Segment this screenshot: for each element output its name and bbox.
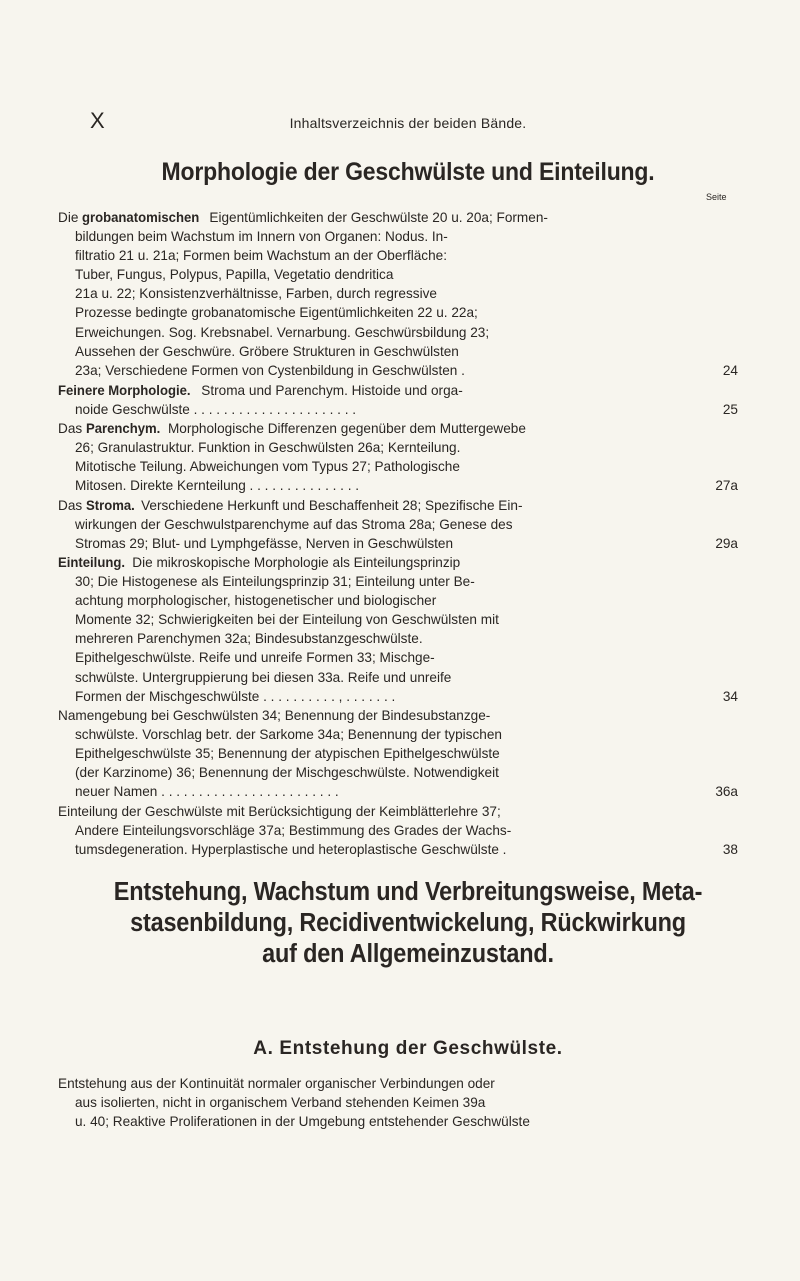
- toc-line: Andere Einteilungsvorschläge 37a; Bestimmung des Grades der Wachs-: [75, 823, 512, 839]
- toc-line: Einteilung der Geschwülste mit Berücksichtigung der Keimblätterlehre 37;: [58, 804, 501, 819]
- entry-keyword: Parenchym.: [85, 421, 161, 436]
- toc-line: mehreren Parenchymen 32a; Bindesubstanzgeschwülste.: [75, 631, 423, 647]
- toc-page-number: 25: [722, 402, 738, 418]
- toc-entry-einteilung-keimblaetter: [58, 802, 738, 859]
- running-head: [90, 108, 726, 134]
- toc-entry-stroma: [58, 496, 738, 553]
- toc-line-text: Formen der Mischgeschwülste . . . . . . . . . . , . . . . . . .: [75, 688, 396, 704]
- page-number-roman: X: [90, 108, 105, 133]
- toc-page-number: 34: [722, 688, 738, 704]
- toc-line-last: 23a; Verschiedene Formen von Cystenbildung in Geschwülsten . 24: [58, 361, 738, 380]
- toc-line: Das Stroma. Verschiedene Herkunft und Beschaffenheit 28; Spezifische Ein-: [58, 496, 738, 515]
- toc-line: 26; Granulastruktur. Funktion in Geschwülsten 26a; Kernteilung.: [75, 440, 461, 456]
- toc-line: aus isolierten, nicht in organischem Verband stehenden Keimen 39a: [75, 1095, 486, 1111]
- toc-line: Das Parenchym. Morphologische Differenzen gegenüber dem Muttergewebe: [58, 419, 738, 438]
- toc-line-text: 23a; Verschiedene Formen von Cystenbildung in Geschwülsten: [75, 362, 458, 378]
- toc-entry-namengebung: [58, 706, 738, 801]
- toc-line-text: noide Geschwülste . . . . . . . . . . . . . . . . . . . . . .: [75, 402, 357, 418]
- toc-page-number: 36a: [715, 784, 738, 800]
- toc-line-last: [58, 534, 738, 553]
- toc-line-last: [58, 782, 738, 801]
- toc-line-text: neuer Namen . . . . . . . . . . . . . . . . . . . . . . . .: [75, 784, 339, 800]
- toc-line: Mitotische Teilung. Abweichungen vom Typus 27; Pathologische: [75, 459, 460, 475]
- toc-page-number: 38: [722, 842, 738, 858]
- heading-line: stasenbildung, Recidiventwickelung, Rückwirkung: [130, 909, 686, 937]
- entry-keyword: Stroma.: [85, 498, 135, 513]
- toc-line: 21a u. 22; Konsistenzverhältnisse, Farben, durch regressive: [75, 286, 437, 302]
- toc-line: Tuber, Fungus, Polypus, Papilla, Vegetatio dendritica: [75, 267, 394, 283]
- toc-line: Prozesse bedingte grobanatomische Eigentümlichkeiten 22 u. 22a;: [75, 305, 478, 321]
- toc-line: Aussehen der Geschwüre. Gröbere Strukturen in Geschwülsten: [75, 343, 459, 359]
- toc-line-last: [58, 400, 738, 419]
- toc-line: Erweichungen. Sog. Krebsnabel. Vernarbung. Geschwürsbildung 23;: [75, 324, 490, 340]
- heading-line: Entstehung, Wachstum und Verbreitungsweise, Meta-: [113, 878, 703, 906]
- toc-entry-grobanatomische: [58, 208, 738, 380]
- toc-line: u. 40; Reaktive Proliferationen in der Umgebung entstehender Geschwülste: [75, 1114, 530, 1130]
- toc-entry-einteilung: [58, 553, 738, 706]
- section-heading-entstehung: [97, 877, 719, 970]
- toc-line-text: Mitosen. Direkte Kernteilung . . . . . . . . . . . . . . .: [75, 478, 360, 494]
- toc-line: Entstehung aus der Kontinuität normaler organischer Verbindungen oder: [58, 1076, 495, 1091]
- toc-line: Epithelgeschwülste. Reife und unreife Formen 33; Mischge-: [75, 650, 435, 666]
- entry-keyword: grobanatomischen: [82, 210, 200, 225]
- toc-entry-entstehung: [58, 1074, 738, 1131]
- toc-line-text: tumsdegeneration. Hyperplastische und heteroplastische Geschwülste .: [75, 842, 507, 858]
- toc-line: Namengebung bei Geschwülsten 34; Benennung der Bindesubstanzge-: [58, 708, 491, 723]
- toc-line: achtung morphologischer, histogenetischer und biologischer: [75, 593, 437, 609]
- entry-keyword: Feinere Morphologie.: [58, 383, 191, 398]
- toc-line: wirkungen der Geschwulstparenchyme auf das Stroma 28a; Genese des: [75, 517, 513, 533]
- toc-entry-parenchym: [58, 419, 738, 495]
- toc-line: filtratio 21 u. 21a; Formen beim Wachstum an der Oberfläche:: [75, 248, 447, 264]
- running-head-title: Inhaltsverzeichnis der beiden Bände.: [289, 115, 527, 131]
- toc-line-last: [58, 840, 738, 859]
- toc-line-text: Stromas 29; Blut- und Lymphgefässe, Nerven in Geschwülsten: [75, 536, 454, 552]
- toc-page-number: 24: [722, 362, 738, 378]
- toc-line: schwülste. Untergruppierung bei diesen 33a. Reife und unreife: [75, 669, 452, 685]
- toc-line: Die grobanatomischen Eigentümlichkeiten der Geschwülste 20 u. 20a; Formen-: [58, 208, 738, 227]
- toc-line-last: [58, 687, 738, 706]
- toc-line: schwülste. Vorschlag betr. der Sarkome 34a; Benennung der typischen: [75, 727, 502, 743]
- toc-entry-feinere-morphologie: [58, 381, 738, 419]
- toc-line: Epithelgeschwülste 35; Benennung der atypischen Epithelgeschwülste: [75, 746, 500, 762]
- subsection-heading-entstehung: A. Entstehung der Geschwülste.: [253, 1038, 563, 1059]
- toc-line-last: [58, 476, 738, 495]
- toc-line: bildungen beim Wachstum im Innern von Organen: Nodus. In-: [75, 229, 448, 245]
- toc-line: Einteilung. Die mikroskopische Morphologie als Einteilungsprinzip: [58, 553, 738, 572]
- toc-line: Momente 32; Schwierigkeiten bei der Einteilung von Geschwülsten mit: [75, 612, 499, 628]
- toc-page-number: 27a: [715, 478, 738, 494]
- seite-column-label: Seite: [706, 192, 727, 202]
- toc-page-number: 29a: [715, 536, 738, 552]
- toc-line: 30; Die Histogenese als Einteilungsprinzip 31; Einteilung unter Be-: [75, 574, 475, 590]
- heading-line: auf den Allgemeinzustand.: [262, 940, 554, 968]
- toc-line: (der Karzinome) 36; Benennung der Mischgeschwülste. Notwendigkeit: [75, 765, 499, 781]
- section-heading-morphologie: Morphologie der Geschwülste und Einteilung.: [161, 158, 655, 186]
- entry-keyword: Einteilung.: [58, 555, 125, 570]
- toc-line: Feinere Morphologie. Stroma und Parenchym. Histoide und orga-: [58, 381, 738, 400]
